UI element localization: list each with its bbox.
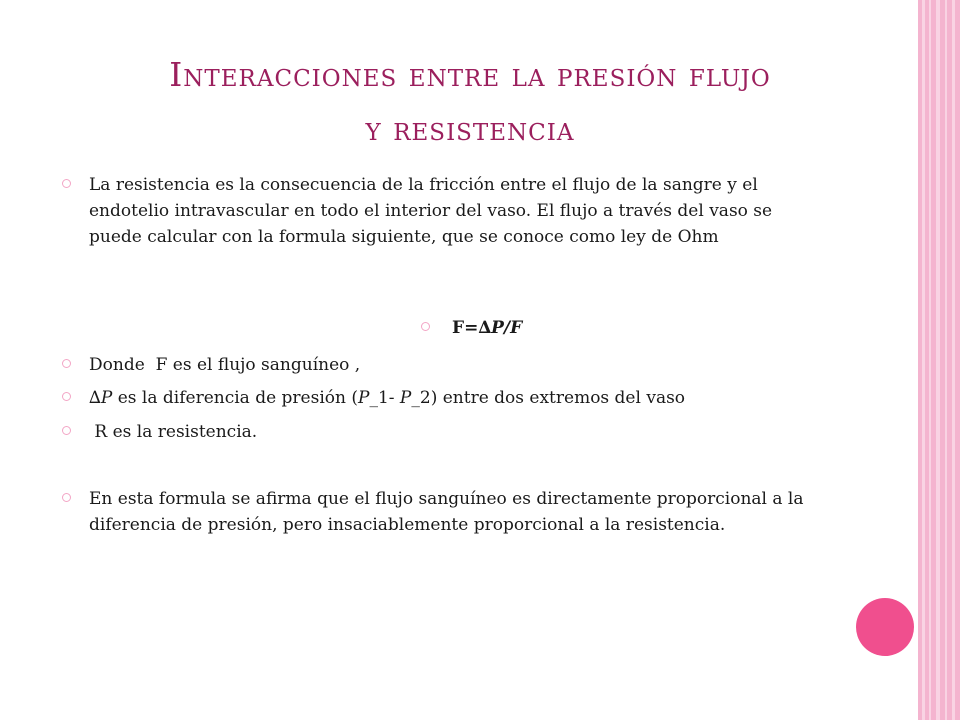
stripe-line <box>922 0 925 720</box>
bullet-marker-icon <box>62 392 71 401</box>
formula-delta: ∆ <box>478 318 492 338</box>
text-mid: es la diferencia de presión ( <box>112 388 358 408</box>
decorative-circle <box>856 598 914 656</box>
bullet-marker-icon <box>421 322 430 331</box>
sub-2: _2) entre dos extremos del vaso <box>411 388 686 408</box>
bullet-item <box>62 352 822 378</box>
bullet-text: En esta formula se afirma que el flujo sanguíneo es directamente proporcional a la diferencia de presión, pero insaciablemente proporcional a la resistencia. <box>89 489 804 535</box>
var-p2: P <box>399 388 412 408</box>
bullet-text: R es la resistencia. <box>89 422 258 442</box>
bullet-item <box>62 486 822 538</box>
formula-lhs: F= <box>452 318 479 338</box>
formula-rhs: P/F <box>491 318 523 338</box>
var-p: P <box>100 388 113 408</box>
bullet-marker-icon <box>62 493 71 502</box>
bullet-text <box>89 385 822 411</box>
stripe-line <box>952 0 955 720</box>
title-line-1: Interacciones entre la presión flujo <box>169 55 771 94</box>
bullet-item <box>62 172 822 250</box>
var-p1: P <box>358 388 370 408</box>
slide-title <box>40 48 900 156</box>
bullet-text: Donde F es el flujo sanguíneo , <box>89 355 361 375</box>
sub-1: _1- <box>369 388 400 408</box>
bullet-text: La resistencia es la consecuencia de la fricción entre el flujo de la sangre y el endotelio intravascular en todo el interior del vaso. El flujo a través del vaso se puede calcular con la formula siguiente, que se conoce como ley de Ohm <box>89 175 773 247</box>
stripe-line <box>945 0 947 720</box>
bullet-marker-icon <box>62 359 71 368</box>
bullet-marker-icon <box>62 426 71 435</box>
title-line-2: y resistencia <box>365 109 575 148</box>
bullet-item <box>62 419 822 445</box>
bullet-item <box>62 385 822 411</box>
decorative-stripes <box>918 0 960 720</box>
formula-text <box>452 315 522 341</box>
stripe-line <box>936 0 940 720</box>
delta-symbol: ∆ <box>89 388 101 408</box>
stripe-line <box>929 0 931 720</box>
bullet-marker-icon <box>62 179 71 188</box>
